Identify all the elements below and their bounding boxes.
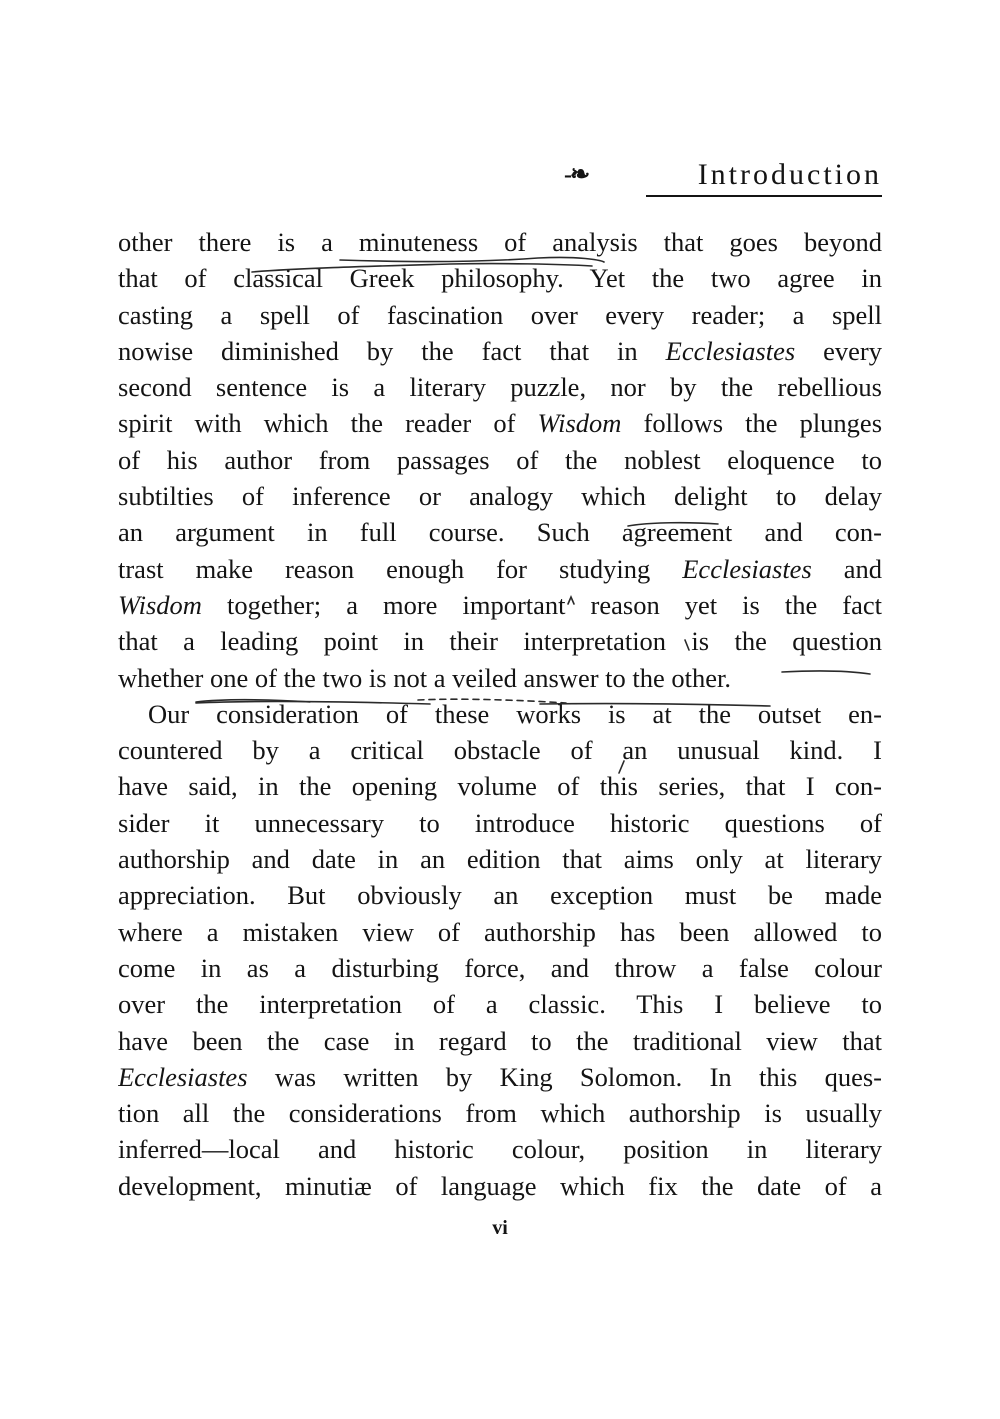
text-line: nowise diminished by the fact that in Ecclesiastes every [118,335,882,366]
italic-title: Ecclesiastes [118,1061,248,1092]
text-line: Ecclesiastes was written by King Solomon. In this ques- [118,1061,882,1092]
text-line: come in as a disturbing force, and throw a false colour [118,952,882,983]
italic-title: Ecclesiastes [682,553,812,584]
text-line: that a leading point in their interpretation is the question [118,626,882,657]
text-line: second sentence is a literary puzzle, nor by the rebellious [118,372,882,403]
text-line: development, minutiæ of language which fix the date of a [118,1170,882,1201]
italic-title: Wisdom [537,408,622,439]
text-line: have been the case in regard to the traditional view that [118,1025,882,1056]
text-line: authorship and date in an edition that aims only at literary [118,844,882,875]
running-header [564,158,882,198]
text-line: of his author from passages of the noblest eloquence to [118,444,882,475]
text-line: trast make reason enough for studying Ecclesiastes and [118,553,882,584]
italic-title: Wisdom [118,589,202,620]
text-line: Our consideration of these works is at the outset en- [148,698,882,729]
text-line: tion all the considerations from which authorship is usually [118,1098,882,1129]
body-text [118,224,882,1204]
text-line: other there is a minuteness of analysis that goes beyond [118,227,882,257]
text-line: inferred—local and historic colour, position in literary [118,1134,882,1165]
text-line: sider it unnecessary to introduce historic questions of [118,807,882,838]
running-head-title: Introduction [697,158,882,191]
text-line: spirit with which the reader of Wisdom follows the plunges [118,408,882,439]
text-line: appreciation. But obviously an exception must be made [118,880,882,911]
fleuron-ornament-icon: -❧ [564,162,589,188]
header-rule [646,195,882,197]
text-line: casting a spell of fascination over every reader; a spell [118,299,882,330]
text-line: Wisdom together; a more important reason yet is the fact [118,589,882,620]
italic-title: Ecclesiastes [665,335,796,366]
text-line: where a mistaken view of authorship has been allowed to [118,916,882,947]
text-line: an argument in full course. Such agreement and con- [118,517,882,548]
text-line: over the interpretation of a classic. This I believe to [118,989,882,1020]
text-line: that of classical Greek philosophy. Yet the two agree in [118,263,882,294]
text-line: whether one of the two is not a veiled answer to the other. [118,662,732,693]
page-number: vi [492,1217,508,1239]
text-line: countered by a critical obstacle of an unusual kind. I [118,735,882,766]
text-line: subtilties of inference or analogy which delight to delay [118,481,882,512]
text-line: have said, in the opening volume of this series, that I con- [118,771,882,802]
